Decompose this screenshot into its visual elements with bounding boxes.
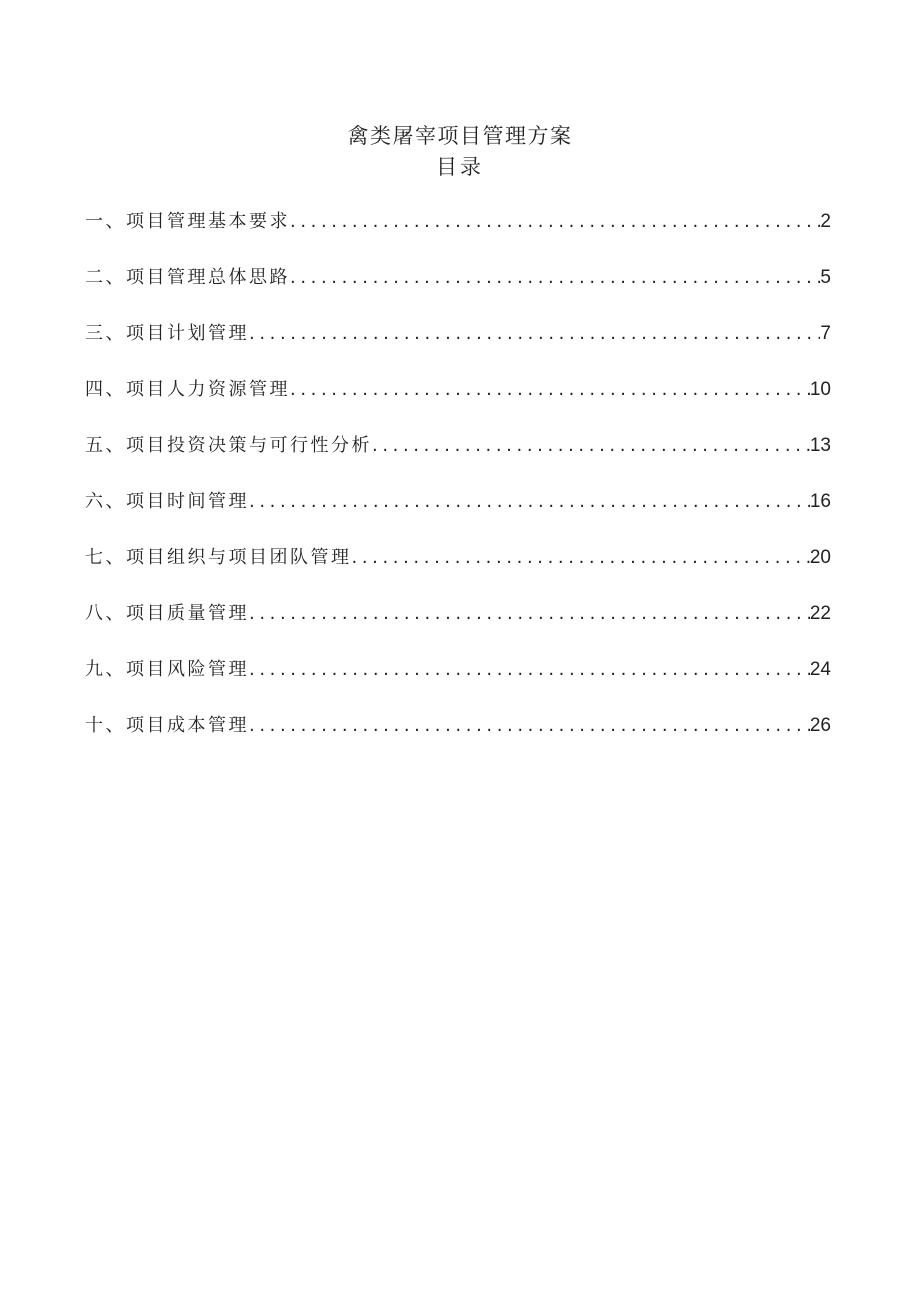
toc-entry-label[interactable]: 四、项目人力资源管理 [85,379,290,400]
toc-entry-label[interactable]: 三、项目计划管理 [85,323,249,344]
toc-page-number[interactable]: 16 [809,491,831,512]
toc-page-number[interactable]: 22 [809,603,831,624]
toc-page-number[interactable]: 24 [809,659,831,680]
toc-dot-leader [372,432,810,460]
toc-page-number[interactable]: 5 [820,267,831,288]
table-of-contents [85,208,831,768]
toc-entry-label[interactable]: 六、项目时间管理 [85,491,249,512]
toc-dot-leader [249,656,810,684]
toc-entry[interactable] [85,376,831,432]
toc-entry[interactable] [85,208,831,264]
toc-page-number[interactable]: 7 [820,323,831,344]
toc-page-number[interactable]: 2 [820,211,831,232]
toc-dot-leader [290,208,820,236]
document-title: 禽类屠宰项目管理方案 [347,124,573,148]
toc-entry[interactable] [85,320,831,376]
toc-entry-label[interactable]: 九、项目风险管理 [85,659,249,680]
toc-entry-label[interactable]: 一、项目管理基本要求 [85,211,290,232]
toc-entry[interactable] [85,656,831,712]
toc-heading: 目录 [436,155,484,179]
toc-entry-label[interactable]: 二、项目管理总体思路 [85,267,290,288]
toc-dot-leader [249,712,810,740]
toc-dot-leader [290,376,810,404]
toc-page-number[interactable]: 26 [809,715,831,736]
toc-entry[interactable] [85,544,831,600]
toc-entry-label[interactable]: 十、项目成本管理 [85,715,249,736]
toc-dot-leader [290,264,820,292]
toc-entry[interactable] [85,488,831,544]
toc-dot-leader [352,544,810,572]
toc-dot-leader [249,488,810,516]
toc-entry[interactable] [85,712,831,768]
toc-page-number[interactable]: 10 [809,379,831,400]
toc-entry-label[interactable]: 七、项目组织与项目团队管理 [85,547,352,568]
toc-entry[interactable] [85,432,831,488]
toc-entry[interactable] [85,600,831,656]
toc-entry-label[interactable]: 八、项目质量管理 [85,603,249,624]
toc-entry-label[interactable]: 五、项目投资决策与可行性分析 [85,435,372,456]
toc-dot-leader [249,320,820,348]
toc-dot-leader [249,600,810,628]
toc-page-number[interactable]: 20 [809,547,831,568]
toc-entry[interactable] [85,264,831,320]
toc-page-number[interactable]: 13 [809,435,831,456]
